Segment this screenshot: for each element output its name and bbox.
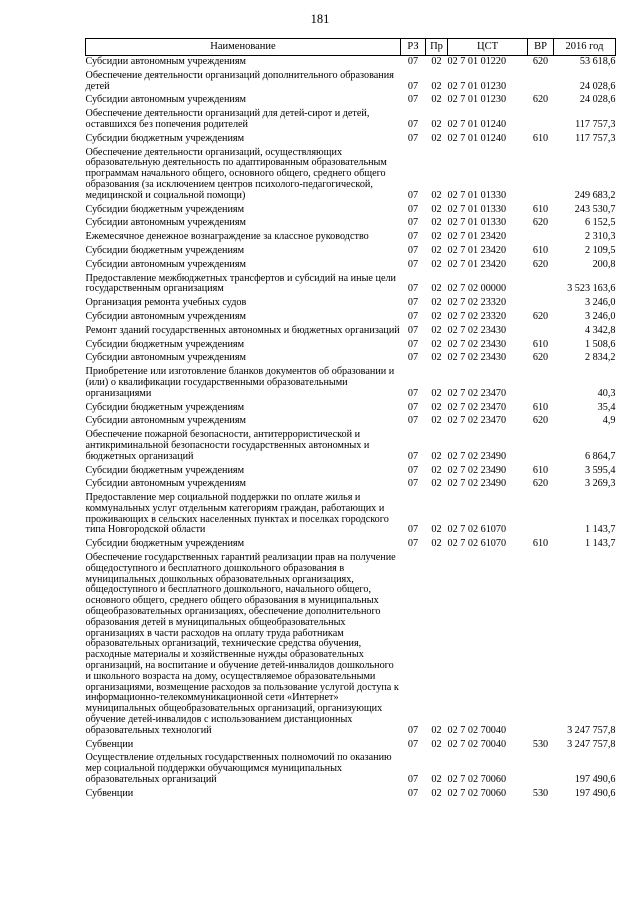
row-rz: 07 [407,538,419,550]
row-cst: 02 7 02 23320 [447,310,507,322]
row-name: Субсидии автономным учреждениям [85,258,246,270]
row-cst: 02 7 01 23420 [447,244,507,256]
row-vr: 620 [532,94,549,106]
row-cst: 02 7 02 70060 [447,787,507,799]
row-cst: 02 7 02 70060 [447,774,507,786]
table-row [86,325,616,339]
row-amount: 4,9 [602,415,616,427]
table-row [86,94,616,108]
row-amount: 1 508,6 [584,338,616,350]
row-cst: 02 7 02 23490 [447,478,507,490]
row-pr: 02 [431,787,442,799]
row-vr [528,231,554,245]
table-row [86,752,616,787]
row-vr [528,429,554,464]
row-amount: 117 757,3 [575,118,616,130]
row-rz: 07 [407,118,419,130]
row-rz: 07 [407,189,419,201]
row-cst: 02 7 02 70040 [447,724,507,736]
table-row [86,366,616,401]
row-rz: 07 [407,338,419,350]
row-cst: 02 7 01 01240 [447,118,507,130]
row-pr: 02 [431,132,442,144]
table-row [86,465,616,479]
row-vr [528,325,554,339]
row-name: Ежемесячное денежное вознаграждение за классное руководство [85,231,369,243]
row-pr: 02 [431,203,442,215]
row-amount: 3 247 757,8 [567,738,616,750]
row-cst: 02 7 02 23470 [447,387,507,399]
row-pr: 02 [431,524,442,536]
row-amount: 1 143,7 [584,538,616,550]
row-pr: 02 [431,283,442,295]
row-rz: 07 [407,132,419,144]
row-rz: 07 [407,258,419,270]
row-name: Обеспечение государственных гарантий реализации прав на получение общедоступного и бесплатного дошкольного образования в муниципальных дошкольных образовательных организациях, общедоступного и бесплатного дошкольного, начального общего, основного общего, среднего общего образования в муниципальных общеобразовательных организациях, обеспечение дополнительного образования детей в муниципальных общеобразовательных организациях в части расходов на оплату труда работникам образовательных организаций, технические средства обучения, расходные материалы и хозяйственные нужды образовательных организаций, на воспитание и обучение детей-инвалидов дошкольного и школьного возраста на дому, осуществляемое образовательными организациями, возмещение расходов за пользование услугой доступа к информационно-телекоммуникационной сети «Интернет» муниципальных общеобразовательных организаций, организующих обучение детей-инвалидов с использованием дистанционных образовательных технологий [85,552,399,736]
header-name: Наименование [86,39,401,56]
row-amount: 53 618,6 [579,56,616,67]
row-name: Субсидии бюджетным учреждениям [85,464,245,476]
row-vr: 620 [532,56,549,67]
row-cst: 02 7 02 61070 [447,524,507,536]
row-vr [528,273,554,298]
header-pr: Пр [426,39,448,56]
header-vr: ВР [528,39,554,56]
row-cst: 02 7 01 23420 [447,231,507,243]
row-vr: 610 [532,464,549,476]
row-cst: 02 7 02 23490 [447,450,507,462]
row-name: Субсидии автономным учреждениям [85,478,246,490]
row-vr [528,108,554,133]
row-name: Субвенции [85,738,134,750]
row-amount: 6 864,7 [584,450,616,462]
row-pr: 02 [431,297,442,309]
row-rz: 07 [407,524,419,536]
table-row [86,492,616,538]
row-cst: 02 7 01 01330 [447,203,507,215]
row-rz: 07 [407,217,419,229]
row-cst: 02 7 01 01240 [447,132,507,144]
row-name: Субсидии автономным учреждениям [85,94,246,106]
row-vr: 620 [532,352,549,364]
row-rz: 07 [407,56,419,67]
row-amount: 197 490,6 [574,774,616,786]
table-row [86,231,616,245]
row-pr: 02 [431,80,442,92]
row-amount: 6 152,5 [584,217,616,229]
table-row [86,429,616,464]
row-rz: 07 [407,244,419,256]
row-cst: 02 7 02 23320 [447,297,507,309]
row-pr: 02 [431,464,442,476]
row-rz: 07 [407,94,419,106]
row-cst: 02 7 02 61070 [447,538,507,550]
row-vr: 620 [532,258,549,270]
row-amount: 4 342,8 [584,324,616,336]
table-row [86,133,616,147]
row-amount: 3 247 757,8 [567,724,616,736]
row-rz: 07 [407,80,419,92]
row-amount: 197 490,6 [574,787,616,799]
row-name: Субсидии автономным учреждениям [85,217,246,229]
row-vr [528,752,554,787]
header-year: 2016 год [554,39,616,56]
row-amount: 40,3 [597,387,616,399]
row-cst: 02 7 01 01330 [447,217,507,229]
row-pr: 02 [431,56,442,67]
row-cst: 02 7 02 23430 [447,352,507,364]
row-name: Субсидии автономным учреждениям [85,56,246,67]
row-pr: 02 [431,118,442,130]
table-row [86,415,616,429]
row-name: Субсидии бюджетным учреждениям [85,338,245,350]
row-rz: 07 [407,401,419,413]
row-vr [528,552,554,739]
row-amount: 24 028,6 [579,94,616,106]
row-vr: 610 [532,203,549,215]
row-rz: 07 [407,310,419,322]
row-name: Ремонт зданий государственных автономных и бюджетных организаций [85,324,400,336]
page-number: 181 [310,12,330,26]
row-amount: 3 523 163,6 [567,283,616,295]
row-pr: 02 [431,189,442,201]
row-rz: 07 [407,297,419,309]
row-rz: 07 [407,231,419,243]
row-vr: 610 [532,132,549,144]
table-header [86,39,616,56]
row-rz: 07 [407,387,419,399]
table-row [86,259,616,273]
row-name: Субсидии автономным учреждениям [85,310,246,322]
row-vr: 620 [532,415,549,427]
row-cst: 02 7 02 23470 [447,415,507,427]
row-pr: 02 [431,352,442,364]
table-row [86,552,616,739]
row-name: Субвенции [85,787,134,799]
row-name: Осуществление отдельных государственных полномочий по оказанию мер социальной поддержки обучающимся муниципальных образовательных организаций [85,752,392,786]
row-vr: 530 [532,738,549,750]
row-vr [528,492,554,538]
header-rz: РЗ [401,39,426,56]
row-rz: 07 [407,324,419,336]
row-amount: 243 530,7 [574,203,616,215]
row-rz: 07 [407,450,419,462]
row-pr: 02 [431,738,442,750]
table-row [86,311,616,325]
table-row [86,478,616,492]
row-pr: 02 [431,244,442,256]
row-vr: 530 [532,787,549,799]
row-amount: 2 310,3 [584,231,616,243]
budget-table [85,38,616,802]
table-row [86,739,616,753]
row-pr: 02 [431,231,442,243]
row-name: Обеспечение пожарной безопасности, антитеррористической и антикриминальной безопасности государственных автономных и бюджетных организаций [85,429,370,462]
row-name: Приобретение или изготовление бланков документов об образовании и (или) о квалификации государственными образовательными организациями [85,366,395,399]
row-rz: 07 [407,787,419,799]
row-name: Субсидии автономным учреждениям [85,352,246,364]
table-row [86,788,616,802]
row-amount: 3 269,3 [584,478,616,490]
table-row [86,108,616,133]
row-pr: 02 [431,478,442,490]
row-cst: 02 7 02 23430 [447,324,507,336]
row-name: Субсидии автономным учреждениям [85,415,246,427]
table-row [86,56,616,70]
row-pr: 02 [431,724,442,736]
row-vr [528,366,554,401]
row-amount: 3 595,4 [584,464,616,476]
row-rz: 07 [407,415,419,427]
row-rz: 07 [407,203,419,215]
row-cst: 02 7 02 23430 [447,338,507,350]
row-vr: 620 [532,310,549,322]
table-row [86,70,616,95]
table-body [86,56,616,802]
table-row [86,339,616,353]
row-amount: 3 246,0 [584,310,616,322]
row-cst: 02 7 01 23420 [447,258,507,270]
row-name: Предоставление межбюджетных трансфертов и субсидий на иные цели государственным организациям [85,272,397,295]
row-vr: 610 [532,338,549,350]
row-rz: 07 [407,724,419,736]
row-pr: 02 [431,450,442,462]
row-name: Субсидии бюджетным учреждениям [85,132,245,144]
row-rz: 07 [407,738,419,750]
header-cst: ЦСТ [448,39,528,56]
row-pr: 02 [431,94,442,106]
row-rz: 07 [407,283,419,295]
row-amount: 24 028,6 [579,80,616,92]
row-cst: 02 7 01 01330 [447,189,507,201]
row-rz: 07 [407,352,419,364]
row-cst: 02 7 01 01230 [447,94,507,106]
row-pr: 02 [431,310,442,322]
row-vr [528,297,554,311]
row-name: Обеспечение деятельности организаций для детей-сирот и детей, оставшихся без попечения родителей [85,108,370,130]
header-row [86,39,616,56]
row-pr: 02 [431,774,442,786]
table-row [86,297,616,311]
row-name: Субсидии бюджетным учреждениям [85,244,245,256]
row-pr: 02 [431,217,442,229]
table-row [86,217,616,231]
row-vr: 620 [532,478,549,490]
row-amount: 117 757,3 [575,132,616,144]
table-row [86,352,616,366]
row-cst: 02 7 02 23470 [447,401,507,413]
row-cst: 02 7 02 00000 [447,283,507,295]
row-vr [528,70,554,95]
row-pr: 02 [431,324,442,336]
table-row [86,402,616,416]
row-pr: 02 [431,401,442,413]
row-rz: 07 [407,464,419,476]
row-pr: 02 [431,338,442,350]
table-row [86,538,616,552]
row-rz: 07 [407,774,419,786]
table-row [86,204,616,218]
row-vr: 610 [532,401,549,413]
row-vr: 620 [532,217,549,229]
table-row [86,147,616,204]
table-row [86,245,616,259]
row-pr: 02 [431,538,442,550]
row-name: Организация ремонта учебных судов [85,297,247,309]
row-pr: 02 [431,258,442,270]
row-vr: 610 [532,244,549,256]
row-cst: 02 7 01 01220 [447,56,507,67]
row-name: Субсидии бюджетным учреждениям [85,401,245,413]
row-amount: 35,4 [597,401,616,413]
row-name: Субсидии бюджетным учреждениям [85,203,245,215]
row-name: Предоставление мер социальной поддержки по оплате жилья и коммунальных услуг отдельным категориям граждан, работающих и проживающих в сельских населенных пунктах и поселках городского типа Новгородской области [85,492,389,536]
row-amount: 249 683,2 [574,189,616,201]
row-pr: 02 [431,415,442,427]
row-cst: 02 7 02 23490 [447,464,507,476]
row-amount: 2 834,2 [584,352,616,364]
row-name: Обеспечение деятельности организаций, осуществляющих образовательную деятельность по адаптированным образовательным программам начального общего, основного общего, среднего общего образования (за исключением центров психолого-педагогической, медицинской и социальной помощи) [85,146,387,201]
row-vr [528,147,554,204]
row-amount: 1 143,7 [584,524,616,536]
row-rz: 07 [407,478,419,490]
row-vr: 610 [532,538,549,550]
row-cst: 02 7 01 01230 [447,80,507,92]
row-amount: 3 246,0 [584,297,616,309]
row-amount: 2 109,5 [584,244,616,256]
row-amount: 200,8 [592,258,616,270]
table-row [86,273,616,298]
row-pr: 02 [431,387,442,399]
row-name: Субсидии бюджетным учреждениям [85,538,245,550]
row-name: Обеспечение деятельности организаций дополнительного образования детей [85,69,394,92]
row-cst: 02 7 02 70040 [447,738,507,750]
